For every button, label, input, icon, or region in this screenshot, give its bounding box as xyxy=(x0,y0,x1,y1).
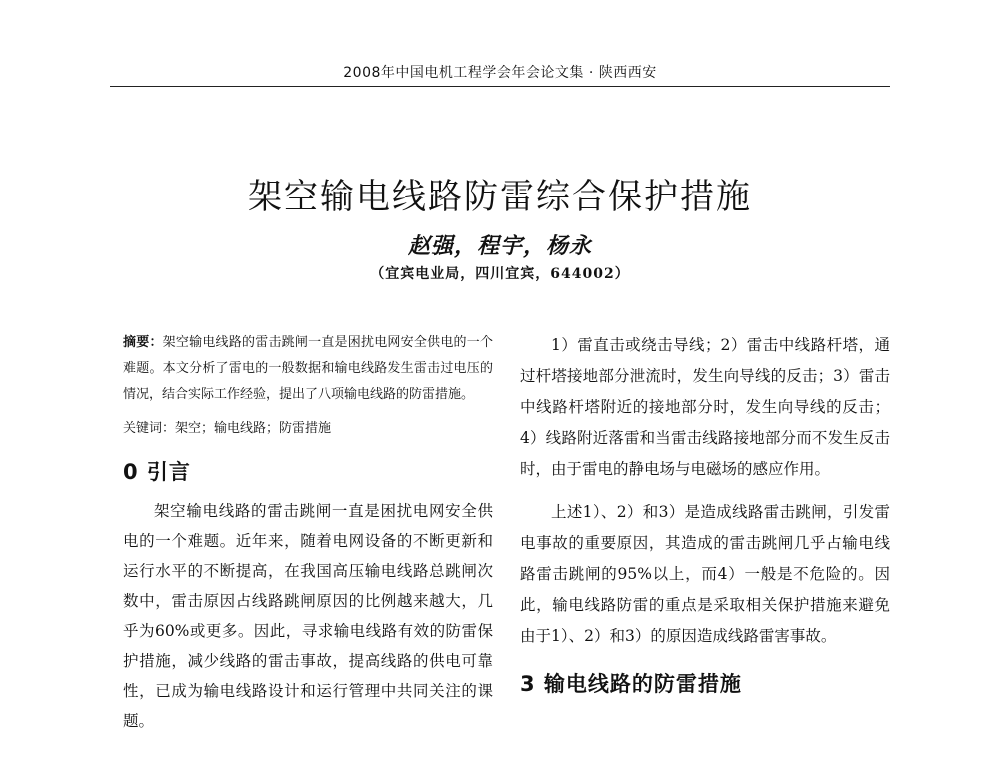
introduction-paragraph: 架空输电线路的雷击跳闸一直是困扰电网安全供电的一个难题。近年来，随着电网设备的不断更新和运行水平的不断提高，在我国高压输电线路总跳闸次数中，雷击原因占线路跳闸原因的比例越来越大，几乎为60%或更多。因此，寻求输电线路有效的防雷保护措施，减少线路的雷击事故，提高线路的供电可靠性，已成为输电线路设计和运行管理中共同关注的课题。 xyxy=(123,502,493,730)
paper-authors: 赵强，程宇，杨永 xyxy=(407,233,592,259)
lightning-focus-paragraph: 上述1）、2）和3）是造成线路雷击跳闸，引发雷电事故的重要原因，其造成的雷击跳闸几乎占输电线路雷击跳闸的95%以上，而4）一般是不危险的。因此，输电线路防雷的重点是采取相关保护措施来避免由于1）、2）和3）的原因造成线路雷害事故。 xyxy=(520,503,890,645)
paper-title: 架空输电线路防雷综合保护措施 xyxy=(248,176,752,217)
keywords-label: 关键词： xyxy=(123,421,176,436)
lightning-causes-paragraph: 1）雷直击或绕击导线；2）雷击中线路杆塔，通过杆塔接地部分泄流时，发生向导线的反击；3）雷击中线路杆塔附近的接地部分时，发生向导线的反击；4）线路附近落雷和当雷击线路接地部分而不发生反击时，由于雷电的静电场与电磁场的感应作用。 xyxy=(520,336,890,478)
left-column xyxy=(123,330,493,736)
abstract-text: 架空输电线路的雷击跳闸一直是困扰电网安全供电的一个难题。本文分析了雷电的一般数据和输电线路发生雷击过电压的情况，结合实际工作经验，提出了八项输电线路的防雷措施。 xyxy=(123,335,493,402)
right-column xyxy=(520,330,890,708)
section-heading-introduction: 0 引言 xyxy=(123,460,191,484)
header-rule xyxy=(110,86,890,87)
abstract xyxy=(123,330,493,408)
section-heading-measures: 3 输电线路的防雷措施 xyxy=(520,672,742,696)
paper-affiliation: （宜宾电业局，四川宜宾，644002） xyxy=(370,266,630,282)
abstract-label: 摘要： xyxy=(123,335,163,350)
running-head: 2008年中国电机工程学会年会论文集 · 陕西西安 xyxy=(343,65,657,81)
keywords xyxy=(123,416,493,442)
keywords-text: 架空；输电线路；防雷措施 xyxy=(175,421,332,436)
